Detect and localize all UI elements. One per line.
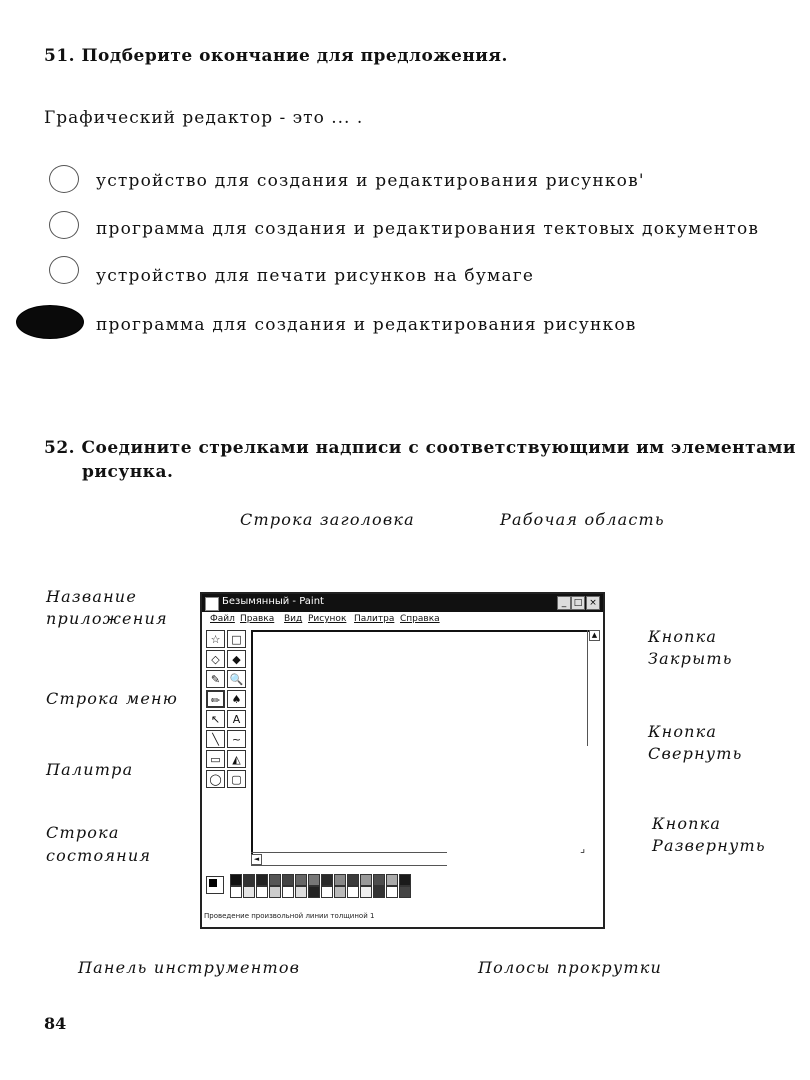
palette-color-swatch[interactable] [386,886,398,898]
ellipse-tool-icon[interactable]: ◯ [206,770,225,788]
scroll-up-arrow-icon[interactable]: ▲ [589,630,600,641]
fill-tool-icon[interactable]: ◆ [227,650,246,668]
label-maximize-line2: Развернуть [652,836,766,855]
label-title-bar: Строка заголовка [240,510,415,529]
text-tool-icon[interactable]: A [227,710,246,728]
line-tool-icon[interactable]: ╲ [206,730,225,748]
label-scrollbars: Полосы прокрутки [478,958,662,977]
palette-color-swatch[interactable] [243,886,255,898]
palette-color-swatch[interactable] [360,874,372,886]
palette-color-swatch[interactable] [334,886,346,898]
q52-number: 52. [44,438,76,458]
color-picker-tool-icon[interactable]: ✎ [206,670,225,688]
curve-tool-icon[interactable]: ~ [227,730,246,748]
label-close-line2: Закрыть [648,649,733,668]
current-colors-swatch [206,876,224,894]
palette-color-swatch[interactable] [243,874,255,886]
palette-color-swatch[interactable] [360,886,372,898]
menu-item-view[interactable]: Вид [284,614,303,624]
label-palette: Палитра [46,760,134,779]
menu-item-help[interactable]: Справка [400,614,440,624]
title-bar [202,594,603,612]
palette-color-swatch[interactable] [347,874,359,886]
label-minimize-line2: Свернуть [648,744,743,763]
option-2-label: программа для создания и редактирования тектовых документов [96,219,760,239]
option-3-radio[interactable] [49,256,79,284]
option-3-label: устройство для печати рисунков на бумаге [96,266,535,286]
paint-window [200,592,605,929]
menu-item-file[interactable]: Файл [210,614,235,624]
window-title: Безымянный - Paint [222,596,324,607]
menu-bar [202,613,603,627]
label-close-line1: Кнопка [648,627,718,646]
rect-select-tool-icon[interactable]: □ [227,630,246,648]
q51-number: 51. [44,46,76,66]
menu-item-palette[interactable]: Палитра [354,614,395,624]
palette-color-swatch[interactable] [308,874,320,886]
option-2-radio[interactable] [49,211,79,239]
label-work-area: Рабочая область [500,510,665,529]
minimize-button[interactable]: _ [557,596,571,610]
palette-color-swatch[interactable] [334,874,346,886]
magnifier-tool-icon[interactable]: 🔍 [227,670,246,688]
palette-color-swatch[interactable] [386,874,398,886]
label-maximize-line1: Кнопка [652,814,722,833]
palette-color-swatch[interactable] [269,886,281,898]
label-status-line1: Строка [46,823,120,842]
status-bar-text: Проведение произвольной линии толщиной 1 [204,912,375,920]
pencil-tool-icon[interactable]: ✏ [206,690,225,708]
palette-color-swatch[interactable] [282,874,294,886]
palette-color-swatch[interactable] [321,886,333,898]
palette-color-swatch[interactable] [308,886,320,898]
rectangle-tool-icon[interactable]: ▭ [206,750,225,768]
palette-color-swatch[interactable] [373,886,385,898]
q51-stem: Графический редактор - это ... . [44,108,364,128]
palette-color-swatch[interactable] [399,874,411,886]
size-grip-icon[interactable]: ⌟ [580,842,586,855]
palette-color-swatch[interactable] [295,874,307,886]
eraser-tool-icon[interactable]: ◇ [206,650,225,668]
page-number: 84 [44,1014,67,1033]
q52-heading [44,438,796,458]
toolbox [204,628,250,798]
q51-title: Подберите окончание для предложения. [81,46,508,66]
label-status-line2: состояния [46,846,152,865]
palette-color-swatch[interactable] [282,886,294,898]
palette-color-swatch[interactable] [399,886,411,898]
q52-title-line1: Соедините стрелками надписи с соответствующими им элементами [81,438,797,458]
option-1-radio[interactable] [49,165,79,193]
menu-item-image[interactable]: Рисунок [308,614,347,624]
close-button[interactable]: × [586,596,600,610]
palette-color-swatch[interactable] [230,886,242,898]
color-palette [204,872,424,902]
q51-heading [44,46,508,66]
free-select-tool-icon[interactable]: ☆ [206,630,225,648]
paint-app-icon [205,597,219,611]
horizontal-scrollbar[interactable] [251,852,447,866]
palette-color-swatch[interactable] [230,874,242,886]
maximize-button[interactable]: □ [571,596,585,610]
rounded-rect-tool-icon[interactable]: ▢ [227,770,246,788]
label-minimize-line1: Кнопка [648,722,718,741]
palette-color-swatch[interactable] [321,874,333,886]
vertical-scrollbar[interactable] [587,630,600,746]
palette-color-swatch[interactable] [256,874,268,886]
label-app-name-line1: Название [46,587,137,606]
drawing-canvas[interactable] [251,630,589,854]
polygon-tool-icon[interactable]: ◭ [227,750,246,768]
option-4-label: программа для создания и редактирования рисунков [96,315,637,335]
label-toolbar: Панель инструментов [78,958,301,977]
palette-color-swatch[interactable] [269,874,281,886]
palette-color-swatch[interactable] [347,886,359,898]
q52-title-line2: рисунка. [82,462,174,482]
option-4-radio-selected[interactable] [16,305,84,339]
palette-color-swatch[interactable] [256,886,268,898]
palette-color-swatch[interactable] [373,874,385,886]
option-1-label: устройство для создания и редактирования рисунков' [96,171,645,191]
brush-tool-icon[interactable]: ♠ [227,690,246,708]
scroll-left-arrow-icon[interactable]: ◄ [251,854,262,865]
label-app-name-line2: приложения [46,609,168,628]
palette-color-swatch[interactable] [295,886,307,898]
menu-item-edit[interactable]: Правка [240,614,275,624]
airbrush-tool-icon[interactable]: ↖ [206,710,225,728]
label-menu-bar: Строка меню [46,689,179,708]
